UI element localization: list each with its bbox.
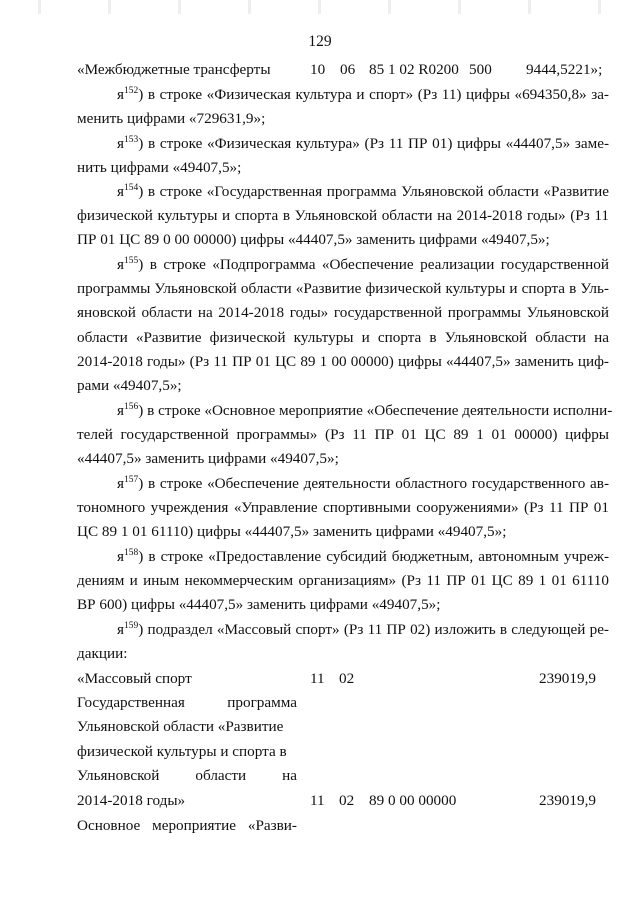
paragraph-line: рами «49407,5»; — [77, 377, 182, 394]
paragraph-line: яновской области на 2014-2018 годы» государственной программы Ульяновской — [77, 304, 609, 321]
table-row-amount: 239019,9 — [539, 792, 596, 809]
intro-row-vr: 500 — [469, 61, 492, 78]
table-row-label: «Массовый спорт — [77, 670, 192, 687]
paragraph-marker: я — [117, 402, 124, 419]
paragraph-text: ) в строке «Физическая культура» (Рз 11 ПР 01) цифры «44407,5» заме- — [138, 135, 609, 152]
footnote-number: 156 — [124, 401, 139, 412]
footnote-number: 159 — [124, 620, 139, 631]
paragraph-line: телей государственной программы» (Рз 11 ПР 01 ЦС 89 1 01 00000) цифры — [77, 426, 609, 443]
paragraph-text: ) подраздел «Массовый спорт» (Рз 11 ПР 02) изложить в следующей ре- — [138, 621, 609, 638]
paragraph-marker: я — [117, 256, 124, 273]
paragraph-text: ) в строке «Предоставление субсидий бюджетным, автономным учреж- — [138, 548, 609, 565]
paragraph-text: ) в строке «Физическая культура и спорт» (Рз 11) цифры «694350,8» за- — [138, 86, 609, 103]
paragraph-text: ) в строке «Подпрограмма «Обеспечение реализации государственной — [138, 256, 609, 273]
paragraph-marker: я — [117, 621, 124, 638]
scan-edge-artifact — [0, 0, 640, 14]
paragraph-line — [117, 86, 609, 104]
table-row-label: 2014-2018 годы» — [77, 792, 186, 809]
table-row-cs: 89 0 00 00000 — [369, 792, 457, 809]
footnote-number: 157 — [124, 474, 139, 485]
footnote-number: 158 — [124, 547, 139, 558]
table-row-pr: 02 — [339, 670, 355, 687]
paragraph-line: дениям и иным некоммерческим организациям» (Рз 11 ПР 01 ЦС 89 1 01 61110 — [77, 572, 609, 589]
intro-row-pr: 06 — [340, 61, 356, 78]
paragraph-line: «44407,5» заменить цифрами «49407,5»; — [77, 450, 339, 467]
table-row-label: Основное мероприятие «Разви- — [77, 817, 297, 834]
table-row-label: физической культуры и спорта в — [77, 743, 287, 760]
paragraph-marker: я — [117, 475, 124, 492]
table-row-amount: 239019,9 — [539, 670, 596, 687]
table-row-label: Ульяновской области «Развитие — [77, 718, 284, 735]
table-row-rz: 11 — [310, 792, 325, 809]
paragraph-line — [117, 401, 613, 420]
intro-row-label: «Межбюджетные трансферты — [77, 61, 271, 78]
paragraph-text: ) в строке «Государственная программа Ульяновской области «Развитие — [138, 183, 609, 200]
paragraph-line: области «Развитие физической культуры и спорта в Ульяновской области на — [77, 329, 609, 346]
paragraph-text: ) в строке «Обеспечение деятельности областного государственного ав- — [138, 475, 609, 492]
paragraph-line — [117, 183, 609, 201]
paragraph-line: ЦС 89 1 01 61110) цифры «44407,5» заменить цифрами «49407,5»; — [77, 523, 507, 540]
paragraph-line: программы Ульяновской области «Развитие физической культуры и спорта в Уль- — [77, 280, 609, 297]
footnote-number: 154 — [124, 182, 139, 193]
paragraph-line — [117, 135, 609, 153]
paragraph-marker: я — [117, 86, 124, 103]
paragraph-line: менить цифрами «729631,9»; — [77, 110, 266, 127]
intro-row-rz: 10 — [310, 61, 326, 78]
intro-row-cs: 85 1 02 R0200 — [369, 61, 459, 78]
page-number: 129 — [308, 33, 332, 50]
paragraph-marker: я — [117, 135, 124, 152]
paragraph-line: ПР 01 ЦС 89 0 00 00000) цифры «44407,5» заменить цифрами «49407,5»; — [77, 231, 550, 248]
paragraph-line — [117, 475, 609, 493]
table-row-pr: 02 — [339, 792, 355, 809]
paragraph-line: нить цифрами «49407,5»; — [77, 159, 242, 176]
table-row-label: Ульяновской области на — [77, 767, 297, 784]
paragraph-line — [117, 621, 609, 639]
paragraph-line: 2014-2018 годы» (Рз 11 ПР 01 ЦС 89 1 00 00000) цифры «44407,5» заменить циф- — [77, 353, 609, 370]
paragraph-line: ВР 600) цифры «44407,5» заменить цифрами «49407,5»; — [77, 596, 441, 613]
paragraph-line: физической культуры и спорта в Ульяновской области на 2014-2018 годы» (Рз 11 — [77, 207, 609, 224]
table-row-label: Государственная программа — [77, 694, 297, 711]
paragraph-line — [117, 256, 609, 274]
paragraph-line — [117, 548, 609, 566]
footnote-number: 153 — [124, 134, 139, 145]
footnote-number: 155 — [124, 255, 139, 266]
paragraph-marker: я — [117, 548, 124, 565]
intro-row-amount: 9444,5221»; — [526, 61, 603, 78]
paragraph-marker: я — [117, 183, 124, 200]
paragraph-line: тономного учреждения «Управление спортивными сооружениями» (Рз 11 ПР 01 — [77, 499, 609, 516]
paragraph-line: дакции: — [77, 645, 128, 662]
footnote-number: 152 — [124, 85, 139, 96]
paragraph-text: ) в строке «Основное мероприятие «Обеспечение деятельности исполни- — [138, 402, 613, 419]
table-row-rz: 11 — [310, 670, 325, 687]
